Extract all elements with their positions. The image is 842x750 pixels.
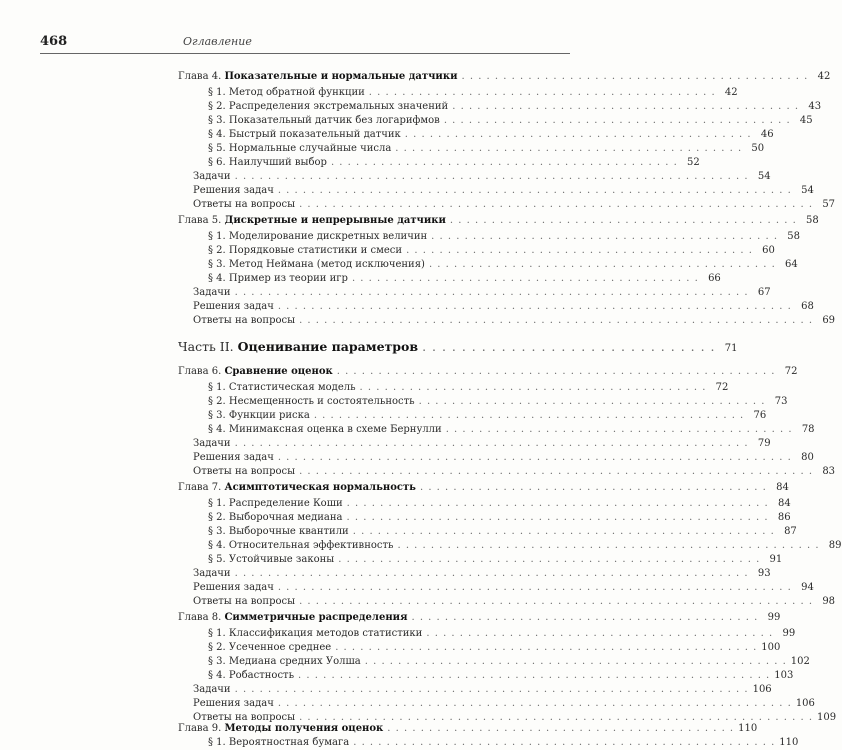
toc-entry[interactable]	[193, 314, 836, 327]
page-ref: 84	[778, 498, 791, 509]
toc-entry[interactable]	[208, 142, 765, 155]
leader-dots: . . . . . . . . . . . . . . . . . . . . . . . . . . . . . . . . . . . . . . . . . .	[411, 612, 759, 623]
page-ref: 71	[724, 343, 738, 354]
page-ref: 57	[822, 199, 836, 210]
entry-label: Ответы на вопросы	[193, 315, 296, 326]
entry-label: § 4. Минимаксная оценка в схеме Бернулли	[208, 424, 442, 435]
leader-dots: . . . . . . . . . . . . . . . . . . . . . . . . . . . . . . . . . . . . . . . . . . . . . . . . . . .	[346, 512, 769, 523]
page-ref: 93	[757, 568, 771, 579]
leader-dots: . . . . . . . . . . . . . . . . . . . . . . . . . . . . . . . . . . . . . . . . . . . . . . . . . . . . . . . . . . . . . .	[299, 199, 814, 210]
chapter-label: Глава 5.	[178, 215, 222, 226]
toc-entry[interactable]	[193, 184, 814, 197]
leader-dots: . . . . . . . . . . . . . . . . . . . . . . . . . . . . . . . . . . . . . . . . . .	[418, 396, 766, 407]
toc-entry[interactable]	[208, 669, 794, 682]
page-ref: 110	[779, 737, 799, 748]
entry-label: Решения задач	[193, 301, 274, 312]
page-ref: 60	[762, 245, 775, 256]
entry-label: § 4. Пример из теории игр	[208, 273, 348, 284]
leader-dots: . . . . . . . . . . . . . . . . . . . . . . . . . . . . . . . . . . . . . . . . . .	[452, 101, 800, 112]
page-ref: 42	[817, 71, 831, 82]
page-ref: 83	[822, 466, 836, 477]
toc-entry[interactable]	[208, 86, 738, 99]
chapter-title: Показательные и нормальные датчики	[224, 71, 458, 82]
page-ref: 102	[790, 656, 810, 667]
entry-label: § 5. Устойчивые законы	[208, 554, 335, 565]
leader-dots: . . . . . . . . . . . . . . . . . . . . . . . . . . . . . . . . . . . . . . . . . . . . . . . . . . . . . . . . . . . . . .	[234, 438, 749, 449]
entry-label: § 2. Порядковые статистики и смеси	[208, 245, 403, 256]
entry-label: Задачи	[193, 287, 231, 298]
toc-entry[interactable]	[193, 465, 836, 478]
entry-label: § 2. Усеченное среднее	[208, 642, 332, 653]
chapter-7-entry[interactable]	[178, 481, 789, 494]
page-ref: 86	[777, 512, 791, 523]
entry-label: Ответы на вопросы	[193, 596, 296, 607]
leader-dots: . . . . . . . . . . . . . . . . . . . . . . . . . . . . . . . . . . . . . . . . . . . . . . . . . . .	[397, 540, 820, 551]
page-ref: 72	[715, 382, 729, 393]
toc-entry[interactable]	[208, 128, 774, 141]
toc-entry[interactable]	[208, 641, 781, 654]
entry-label: § 2. Выборочная медиана	[208, 512, 343, 523]
entry-label: § 1. Классификация методов статистики	[208, 628, 423, 639]
page-ref: 110	[738, 723, 758, 734]
leader-dots: . . . . . . . . . . . . . . . . . . . . . . . . . . . . . . . . . . . . . . . . . . . . . . . . . . . . . . . . .	[298, 670, 771, 681]
entry-label: Задачи	[193, 171, 231, 182]
toc-entry[interactable]	[208, 553, 783, 566]
page-ref: 106	[795, 698, 815, 709]
chapter-title: Дискретные и непрерывные датчики	[224, 215, 446, 226]
entry-label: Ответы на вопросы	[193, 712, 296, 723]
chapter-5-entry[interactable]	[178, 214, 819, 227]
entry-label: § 1. Распределение Коши	[208, 498, 343, 509]
page-ref: 46	[760, 129, 774, 140]
toc-entry[interactable]	[208, 381, 729, 394]
page-ref: 54	[801, 185, 814, 196]
page-ref: 99	[782, 628, 796, 639]
leader-dots: . . . . . . . . . . . . . . . . . . . . . . . . . . . . . . . . . . . . . . . . . .	[351, 273, 699, 284]
entry-label: § 1. Метод обратной функции	[208, 87, 365, 98]
page-ref: 98	[822, 596, 836, 607]
page-ref: 100	[761, 642, 781, 653]
leader-dots: . . . . . . . . . . . . . . . . . . . . . . . . . . . . . . . . . . . . . . . . . . . . . . . . . . .	[346, 498, 769, 509]
page-number: 468	[40, 34, 68, 49]
leader-dots: . . . . . . . . . . . . . . . . . . . . . . . . . . . . . . . . . . . . . . . . . . . . . . . . . . . . .	[336, 366, 776, 377]
toc-entry[interactable]	[208, 156, 700, 169]
leader-dots: . . . . . . . . . . . . . . . . . . . . . . . . . . . . . . . . . . . . . . . . . .	[419, 482, 767, 493]
toc-entry[interactable]	[193, 451, 814, 464]
leader-dots: . . . . . . . . . . . . . . . . . . . . . . . . . . . . . . . . . . . . . . . . . .	[445, 424, 793, 435]
running-title: Оглавление	[183, 35, 252, 48]
page-ref: 99	[767, 612, 781, 623]
chapter-label: Глава 4.	[178, 71, 222, 82]
page-ref: 54	[757, 171, 771, 182]
page-ref: 106	[752, 684, 772, 695]
toc-entry[interactable]	[208, 539, 842, 552]
toc-entry[interactable]	[208, 655, 810, 668]
leader-dots: . . . . . . . . . . . . . . . . . . . . . . . . . . . . . . . . . . . . . . . . . .	[449, 215, 797, 226]
leader-dots: . . . . . . . . . . . . . . . . . . . . . . . . . . . . . . . . . . . . . . . . . . . . . . . . . . .	[364, 656, 787, 667]
chapter-title: Асимптотическая нормальность	[224, 482, 416, 493]
entry-label: § 3. Метод Неймана (метод исключения)	[208, 259, 425, 270]
leader-dots: . . . . . . . . . . . . . . . . . . . . . . . . . . . . . . . . . . . . . . . . . .	[368, 87, 716, 98]
page-ref: 58	[806, 215, 819, 226]
leader-dots: . . . . . . . . . . . . . . . . . . . . . . . . . . . . . . . . . . . . . . . . . .	[406, 245, 753, 256]
entry-label: § 2. Распределения экстремальных значений	[208, 101, 449, 112]
leader-dots: . . . . . . . . . . . . . . . . . . . . . . . . . . . . . . . . . . . . . . . . . .	[428, 259, 776, 270]
leader-dots: . . . . . . . . . . . . . . . . . . . . . . . . . . . . . . . . . . . . . . . . . . . . . . . . . . . . . . . . . . . . . .	[299, 466, 814, 477]
chapter-title: Сравнение оценок	[224, 366, 333, 377]
entry-label: Задачи	[193, 684, 231, 695]
page-ref: 91	[769, 554, 783, 565]
entry-label: Задачи	[193, 568, 231, 579]
page-ref: 58	[787, 231, 801, 242]
toc-entry[interactable]	[208, 258, 798, 271]
page-ref: 80	[801, 452, 814, 463]
toc-entry[interactable]	[208, 511, 791, 524]
toc-entry[interactable]	[193, 697, 815, 710]
page-ref: 64	[785, 259, 798, 270]
chapter-4-entry[interactable]	[178, 70, 831, 83]
leader-dots: . . . . . . . . . . . . . . . . . . . . . . . . . . . . . . . . . . . . . . . . . . . . . . . . . . . . . . . . . . . . . .	[299, 596, 814, 607]
part-title: Оценивание параметров	[237, 339, 419, 354]
page-ref: 43	[808, 101, 822, 112]
page-ref: 73	[774, 396, 788, 407]
page-ref: 52	[687, 157, 700, 168]
leader-dots: . . . . . . . . . . . . . . . . . . . . . . . . . . . . . . . . . . . . . . . . . . . . . . . . . . .	[335, 642, 758, 653]
part-2-entry[interactable]	[178, 339, 738, 357]
leader-dots: . . . . . . . . . . . . . . . . . . . . . . . . . . . . . . . . . . . . . . . . . .	[404, 129, 752, 140]
toc-entry[interactable]	[208, 497, 791, 510]
leader-dots: . . . . . . . . . . . . . . . . . . . . . . . . . . . . . . . . . . . . . . . . . . . . . . . . . . . . . . . . . . . . . .	[277, 301, 792, 312]
toc-entry[interactable]	[193, 286, 771, 299]
chapter-label: Глава 7.	[178, 482, 222, 493]
entry-label: Решения задач	[193, 185, 274, 196]
entry-label: § 5. Нормальные случайные числа	[208, 143, 392, 154]
toc-entry[interactable]	[208, 244, 775, 257]
page-ref: 76	[753, 410, 767, 421]
leader-dots: . . . . . . . . . . . . . . . . . . . . . . . . . . . . . . . . . . . . . . . . . . . . . . . . . . . . . . . . . . . . . .	[277, 452, 792, 463]
leader-dots: . . . . . . . . . . . . . . . . . . . . . . . . . . . . . . . . . . . . . . . . . . . . . . . . . . . . . . . . . . . . . .	[234, 568, 749, 579]
chapter-title: Методы получения оценок	[224, 723, 384, 734]
leader-dots: . . . . . . . . . . . . . . . . . . . . . . . . . . . . . . . . . . . . . . . . . . . . . . . . . . . . . . . . . . . . . .	[234, 287, 749, 298]
toc-entry[interactable]	[193, 595, 836, 608]
toc-entry[interactable]	[208, 627, 796, 640]
toc-entry[interactable]	[208, 114, 813, 127]
page-ref: 50	[751, 143, 765, 154]
leader-dots: . . . . . . . . . . . . . . . . . . . . . . . . . . . . . . . . . . . . . . . . . .	[461, 71, 809, 82]
entry-label: § 3. Функции риска	[208, 410, 310, 421]
leader-dots: . . . . . . . . . . . . . . . . . . . . . . . . . . . . . . . . . . . . . . . . . . . . . . . . . . .	[338, 554, 761, 565]
leader-dots: . . . . . . . . . . . . . . . . . . . . . . . . . . . . . . . . . . . . . . . . . .	[330, 157, 678, 168]
entry-label: § 1. Моделирование дискретных величин	[208, 231, 428, 242]
entry-label: § 2. Несмещенность и состоятельность	[208, 396, 415, 407]
entry-label: § 1. Вероятностная бумага	[208, 737, 350, 748]
page-ref: 79	[757, 438, 771, 449]
toc-entry[interactable]	[208, 230, 801, 243]
page-ref: 78	[801, 424, 815, 435]
toc-entry[interactable]	[193, 437, 771, 450]
toc-entry[interactable]	[193, 198, 836, 211]
chapter-9-entry[interactable]	[178, 722, 758, 735]
page-ref: 84	[776, 482, 789, 493]
page-ref: 72	[784, 366, 798, 377]
entry-label: Решения задач	[193, 452, 274, 463]
chapter-label: Глава 8.	[178, 612, 222, 623]
leader-dots: . . . . . . . . . . . . . . . . . . . . . . . . . . . . . . . . . . . . . . . . . . . . . . . . . . . . . . . . . . . . . .	[277, 185, 792, 196]
leader-dots: . . . . . . . . . . . . . . . . . . . . . . . . . . . . . . . . . . . . . . . . . .	[395, 143, 743, 154]
toc-entry[interactable]	[208, 272, 721, 285]
toc-entry[interactable]	[208, 525, 797, 538]
toc-entry[interactable]	[193, 170, 771, 183]
leader-dots: . . . . . . . . . . . . . . . . . . . . . . . . . . . . . . . . . . . . . . . . . .	[431, 231, 779, 242]
chapter-8-entry[interactable]	[178, 611, 781, 624]
chapter-label: Глава 6.	[178, 366, 222, 377]
entry-label: Задачи	[193, 438, 231, 449]
part-label: Часть II.	[178, 339, 234, 354]
chapter-title: Симметричные распределения	[224, 612, 408, 623]
leader-dots: . . . . . . . . . . . . . . . . . . . . . . . . . . . . . . . . . . . . . . . . . . . . . . . . . . . . . . . . . . . . . .	[277, 698, 792, 709]
leader-dots: . . . . . . . . . . . . . . . . . . . . . . . . . . . . . . . . . . . . . . . . . . . . . . . . . . .	[353, 737, 776, 748]
entry-label: Ответы на вопросы	[193, 466, 296, 477]
page-ref: 69	[822, 315, 836, 326]
leader-dots: . . . . . . . . . . . . . . . . . . . . . . . . . . . . . . . . . . . . . . . . . . . . . . . . . . . . . . . . . . . . . .	[234, 684, 749, 695]
leader-dots: . . . . . . . . . . . . . . . . . . . . . . . . . . . . . . . . . . . . . . . . . . . . . . . . . . . .	[313, 410, 745, 421]
toc-entry[interactable]	[193, 683, 772, 696]
leader-dots: . . . . . . . . . . . . . . . . . . . . . . . . . . . . . . . . . . . . . . . . . .	[359, 382, 707, 393]
toc-entry[interactable]	[208, 409, 767, 422]
page-ref: 89	[828, 540, 842, 551]
page-ref: 103	[774, 670, 794, 681]
toc-entry[interactable]	[208, 395, 788, 408]
leader-dots: . . . . . . . . . . . . . . . . . . . . . . . . . . . . . . . . . . . . . . . . . .	[387, 723, 735, 734]
page-ref: 109	[817, 712, 837, 723]
entry-label: § 4. Относительная эффективность	[208, 540, 394, 551]
entry-label: Решения задач	[193, 698, 274, 709]
entry-label: § 3. Показательный датчик без логарифмов	[208, 115, 440, 126]
page-ref: 68	[801, 301, 814, 312]
page-ref: 45	[799, 115, 813, 126]
chapter-6-entry[interactable]	[178, 365, 798, 378]
page-ref: 94	[801, 582, 814, 593]
leader-dots: . . . . . . . . . . . . . . . . . . . . . . . . . . . . . . . . . . . . . . . . . . . . . . . . . . . . . . . . . . . . . .	[277, 582, 792, 593]
leader-dots: . . . . . . . . . . . . . . . . . . . . . . . . . . . . . . . . . . . . . . . . . . . . . . . . . . . . . . . . . . . . . .	[299, 315, 814, 326]
toc-entry[interactable]	[193, 567, 771, 580]
page-ref: 87	[784, 526, 797, 537]
entry-label: Решения задач	[193, 582, 274, 593]
page-ref: 66	[708, 273, 721, 284]
toc-entry[interactable]	[208, 100, 822, 113]
leader-dots: . . . . . . . . . . . . . . . . . . . . . . . . . . . . . . . . . . . . . . . . . . . . . . . . . . . . . . . . . . . . . .	[299, 712, 814, 723]
page-ref: 67	[757, 287, 771, 298]
entry-label: § 4. Робастность	[208, 670, 295, 681]
toc-entry[interactable]	[208, 736, 799, 749]
toc-entry[interactable]	[193, 300, 814, 313]
entry-label: § 4. Быстрый показательный датчик	[208, 129, 401, 140]
leader-dots: . . . . . . . . . . . . . . . . . . . . . . . . . . . . . . . . . . . . . . . . . .	[443, 115, 791, 126]
toc-entry[interactable]	[193, 581, 814, 594]
leader-dots: . . . . . . . . . . . . . . . . . . . . . . . . . . . . . . . . . . . . . . . . . . . . . . . . . . .	[352, 526, 775, 537]
chapter-label: Глава 9.	[178, 723, 222, 734]
entry-label: Ответы на вопросы	[193, 199, 296, 210]
leader-dots: . . . . . . . . . . . . . . . . . . . . . . . . . . . . . . . . . . . . . . . . . .	[426, 628, 774, 639]
leader-dots: . . . . . . . . . . . . . . . . . . . . . . . . . . . . . .	[422, 339, 716, 354]
entry-label: § 3. Выборочные квантили	[208, 526, 349, 537]
entry-label: § 3. Медиана средних Уолша	[208, 656, 361, 667]
page-ref: 42	[724, 87, 738, 98]
leader-dots: . . . . . . . . . . . . . . . . . . . . . . . . . . . . . . . . . . . . . . . . . . . . . . . . . . . . . . . . . . . . . .	[234, 171, 749, 182]
entry-label: § 6. Наилучший выбор	[208, 157, 327, 168]
toc-entry[interactable]	[208, 423, 815, 436]
entry-label: § 1. Статистическая модель	[208, 382, 356, 393]
